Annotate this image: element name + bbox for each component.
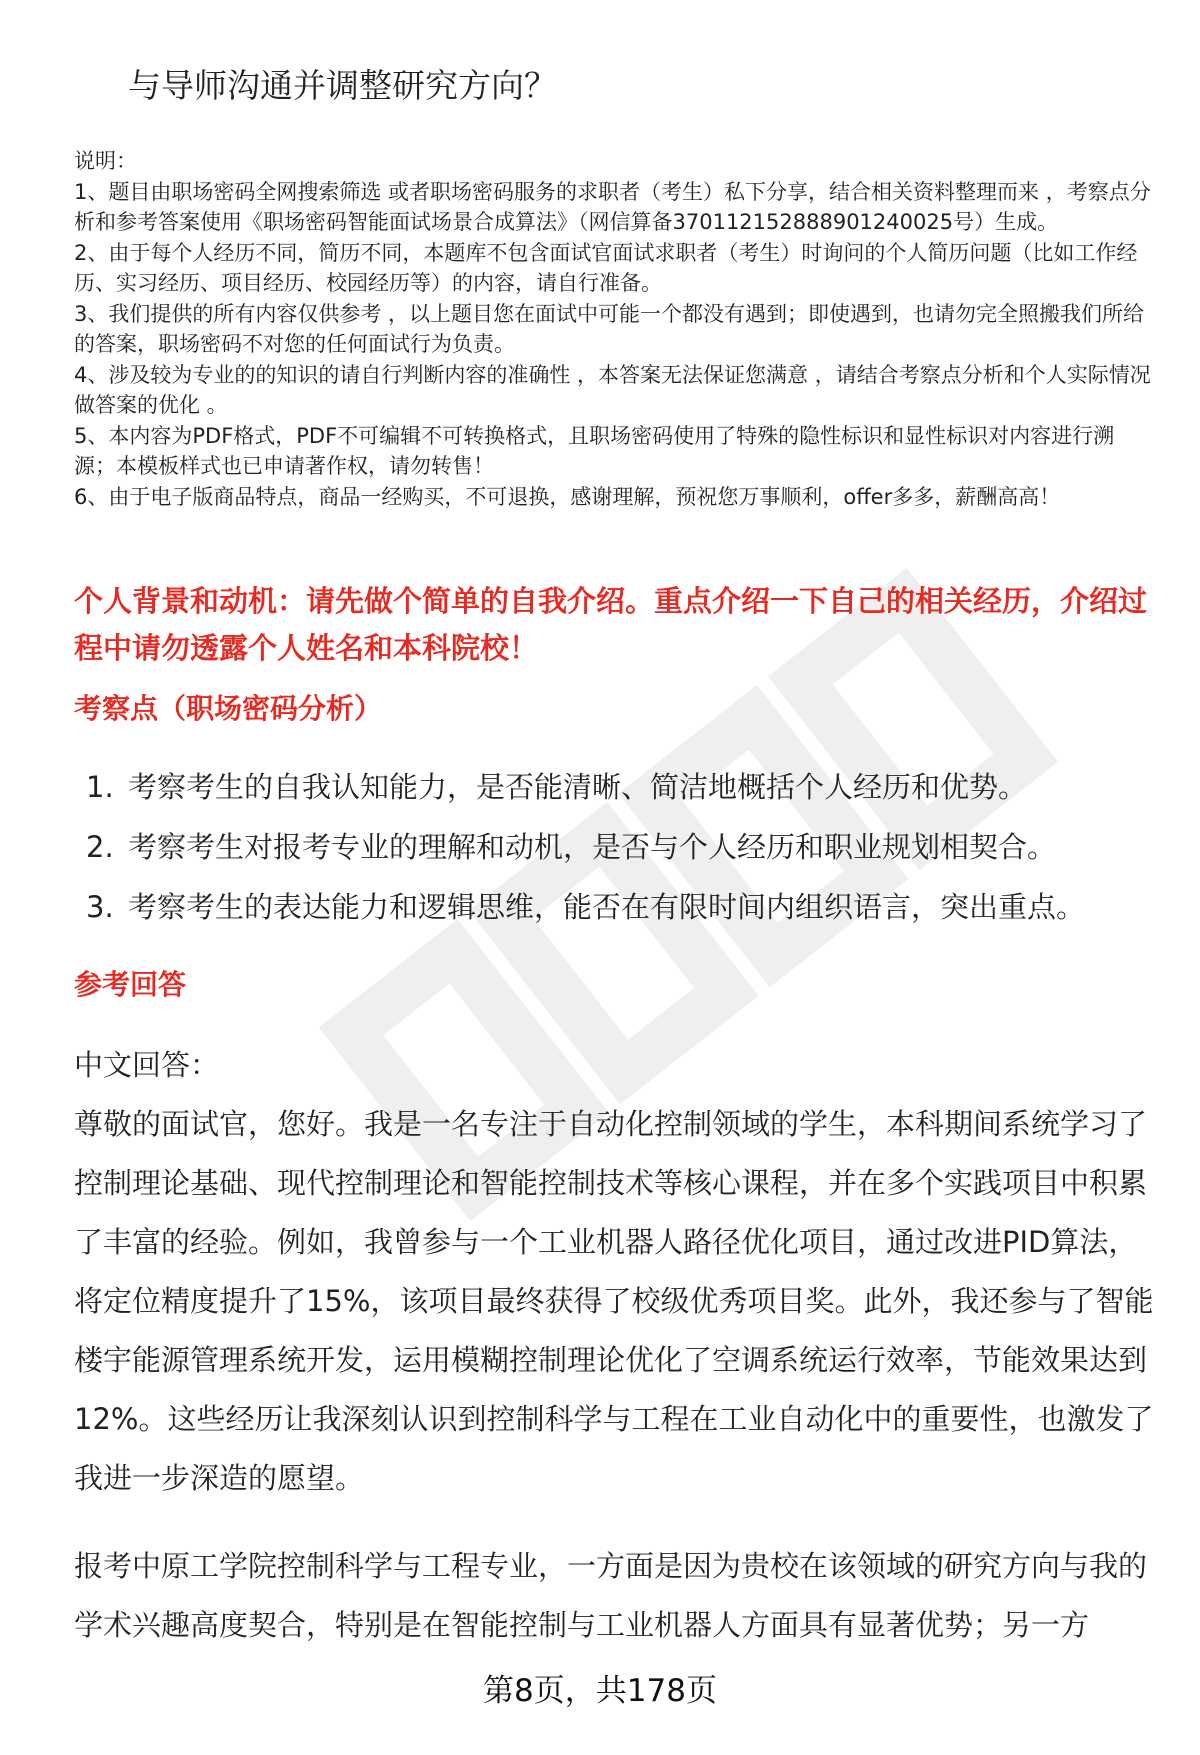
note-item: 5、本内容为PDF格式，PDF不可编辑不可转换格式，且职场密码使用了特殊的隐性标识和显性标识对内容进行溯源；本模板样式也已申请著作权，请勿转售！	[74, 423, 1115, 478]
page-number: 第8页，共178页	[483, 1673, 717, 1709]
list-item-text: 考察考生对报考专业的理解和动机，是否与个人经历和职业规划相契合。	[128, 830, 1057, 864]
interview-question: 个人背景和动机：请先做个简单的自我介绍。重点介绍一下自己的相关经历，介绍过程中请勿透露个人姓名和本科院校！	[74, 584, 1148, 665]
list-item-number: 3.	[86, 890, 114, 924]
list-item-text: 考察考生的自我认知能力，是否能清晰、简洁地概括个人经历和优势。	[128, 770, 1028, 804]
question-continuation: 与导师沟通并调整研究方向？	[128, 66, 557, 105]
note-item: 6、由于电子版商品特点，商品一经购买，不可退换，感谢理解，预祝您万事顺利，offer多多，薪酬高高！	[74, 484, 1061, 509]
note-item: 1、题目由职场密码全网搜索筛选 或者职场密码服务的求职者（考生）私下分享，结合相关资料整理而来 ，考察点分析和参考答案使用《职场密码智能面试场景合成算法》（网信算备370112152888901240025号）生成。	[74, 179, 1151, 234]
list-item-number: 1.	[86, 770, 114, 804]
answer-label: 中文回答：	[74, 1048, 220, 1082]
note-item: 3、我们提供的所有内容仅供参考 ，以上题目您在面试中可能一个都没有遇到；即使遇到，也请勿完全照搬我们所给的答案，职场密码不对您的任何面试行为负责。	[74, 301, 1145, 356]
note-item: 4、涉及较为专业的的知识的请自行判断内容的准确性 ，本答案无法保证您满意 ，请结合考察点分析和个人实际情况做答案的优化 。	[74, 362, 1151, 417]
analysis-heading: 考察点（职场密码分析）	[74, 692, 383, 725]
list-item	[74, 817, 1154, 877]
list-item	[74, 757, 1154, 817]
notes-block	[74, 146, 1154, 512]
list-item-number: 2.	[86, 830, 114, 864]
answer-paragraph: 尊敬的面试官，您好。我是一名专注于自动化控制领域的学生，本科期间系统学习了控制理论基础、现代控制理论和智能控制技术等核心课程，并在多个实践项目中积累了丰富的经验。例如，我曾参与一个工业机器人路径优化项目，通过改进PID算法，将定位精度提升了15%，该项目最终获得了校级优秀项目奖。此外，我还参与了智能楼宇能源管理系统开发，运用模糊控制理论优化了空调系统运行效率，节能效果达到12%。这些经历让我深刻认识到控制科学与工程在工业自动化中的重要性，也激发了我进一步深造的愿望。	[74, 1107, 1154, 1495]
list-item	[74, 877, 1154, 937]
note-item: 2、由于每个人经历不同，简历不同，本题库不包含面试官面试求职者（考生）时询问的个人简历问题（比如工作经历、实习经历、项目经历、校园经历等）的内容，请自行准备。	[74, 240, 1138, 295]
notes-label: 说明：	[74, 149, 137, 173]
answer-paragraph: 报考中原工学院控制科学与工程专业，一方面是因为贵校在该领域的研究方向与我的学术兴趣高度契合，特别是在智能控制与工业机器人方面具有显著优势；另一方	[74, 1549, 1148, 1642]
analysis-points-list	[74, 757, 1154, 937]
reference-answer	[74, 1036, 1154, 1655]
list-item-text: 考察考生的表达能力和逻辑思维，能否在有限时间内组织语言，突出重点。	[128, 890, 1086, 924]
reference-heading: 参考回答	[74, 968, 187, 1001]
